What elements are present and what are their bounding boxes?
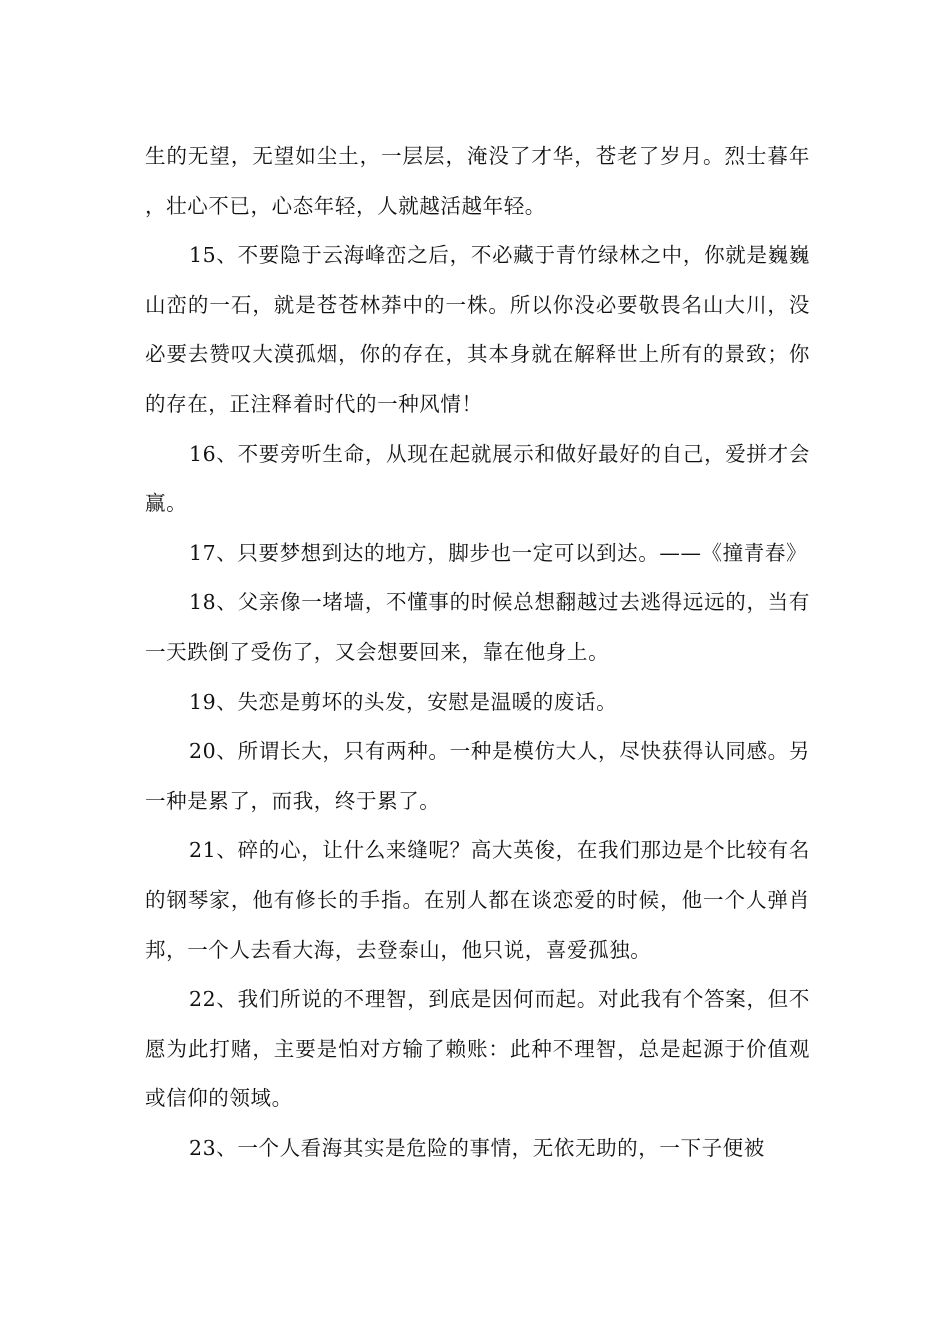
document-page	[145, 132, 810, 1173]
paragraph-20: 20、所谓长大，只有两种。一种是模仿大人，尽快获得认同感。另一种是累了，而我，终于累了。	[145, 739, 810, 813]
paragraph-15: 15、不要隐于云海峰峦之后，不必藏于青竹绿林之中，你就是巍巍山峦的一石，就是苍苍林莽中的一株。所以你没必要敬畏名山大川，没必要去赞叹大漠孤烟，你的存在，其本身就在解释世上所有的景致；你的存在，正注释着时代的一种风情！	[145, 243, 810, 416]
paragraph-16: 16、不要旁听生命，从现在起就展示和做好最好的自己，爱拼才会赢。	[145, 441, 810, 516]
paragraph-17: 17、只要梦想到达的地方，脚步也一定可以到达。——《撞青春》	[189, 540, 808, 565]
paragraph-22: 22、我们所说的不理智，到底是因何而起。对此我有个答案，但不愿为此打赌，主要是怕对方输了赖账：此种不理智，总是起源于价值观或信仰的领域。	[145, 987, 810, 1111]
paragraph-21: 21、碎的心，让什么来缝呢？高大英俊，在我们那边是个比较有名的钢琴家，他有修长的手指。在别人都在谈恋爱的时候，他一个人弹肖邦，一个人去看大海，去登泰山，他只说，喜爱孤独。	[145, 838, 810, 962]
paragraph-18: 18、父亲像一堵墙，不懂事的时候总想翻越过去逃得远远的，当有一天跌倒了受伤了，又会想要回来，靠在他身上。	[145, 590, 810, 664]
paragraph-19: 19、失恋是剪坏的头发，安慰是温暖的废话。	[189, 689, 618, 714]
paragraph-23: 23、一个人看海其实是危险的事情，无依无助的，一下子便被	[189, 1135, 765, 1160]
paragraph-continued: 生的无望，无望如尘土，一层层，淹没了才华，苍老了岁月。烈士暮年，壮心不已，心态年轻，人就越活越年轻。	[145, 144, 810, 218]
